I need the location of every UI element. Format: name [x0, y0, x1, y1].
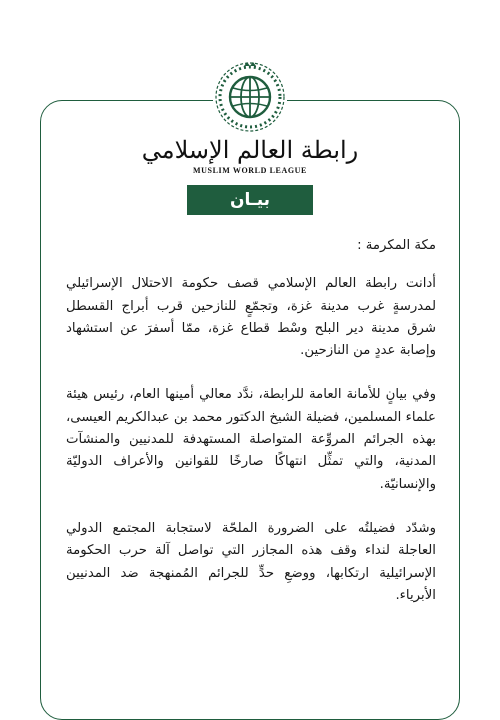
statement-body: [66, 235, 436, 629]
paragraph-1: أدانت رابطة العالم الإسلامي قصف حكومة الاحتلال الإسرائيلي لمدرسةٍ غرب مدينة غزة، وتجمّعٍ للنازحين قرب أبراج القسطل شرق مدينة دير البلح وسْط قطاع غزة، ممّا أسفرَ عن استشهاد وإصابة عددٍ من النازحين.: [66, 276, 436, 359]
globe-emblem-icon: [213, 60, 287, 134]
org-name-english: MUSLIM WORLD LEAGUE: [193, 166, 307, 175]
org-name-arabic: رابطة العالم الإسلامي: [134, 136, 367, 164]
header: [0, 60, 500, 215]
paragraph-3: وشدّد فضيلتُه على الضرورة الملحّة لاستجابة المجتمع الدولي العاجلة لنداء وقف هذه المجازر التي تواصل آلة حرب الحكومة الإسرائيلية ارتكابها، ووضعِ حدٍّ للجرائم المُمنهجة ضد المدنيين الأبرياء.: [66, 520, 436, 603]
paragraph-2: وفي بيانٍ للأمانة العامة للرابطة، ندَّد معالي أمينها العام، رئيس هيئة علماء المسلمين، فضيلة الشيخ الدكتور محمد بن عبدالكريم العيسى، بهذه الجرائم المروِّعة المتواصلة المستهدفة للمدنيين والمنشآت المدنية، والتي تمثِّل انتهاكًا صارخًا للقوانين والأعراف الدوليّة والإنسانيّة.: [66, 387, 436, 492]
statement-badge: بيـان: [187, 185, 313, 215]
salutation: مكة المكرمة :: [357, 238, 436, 253]
